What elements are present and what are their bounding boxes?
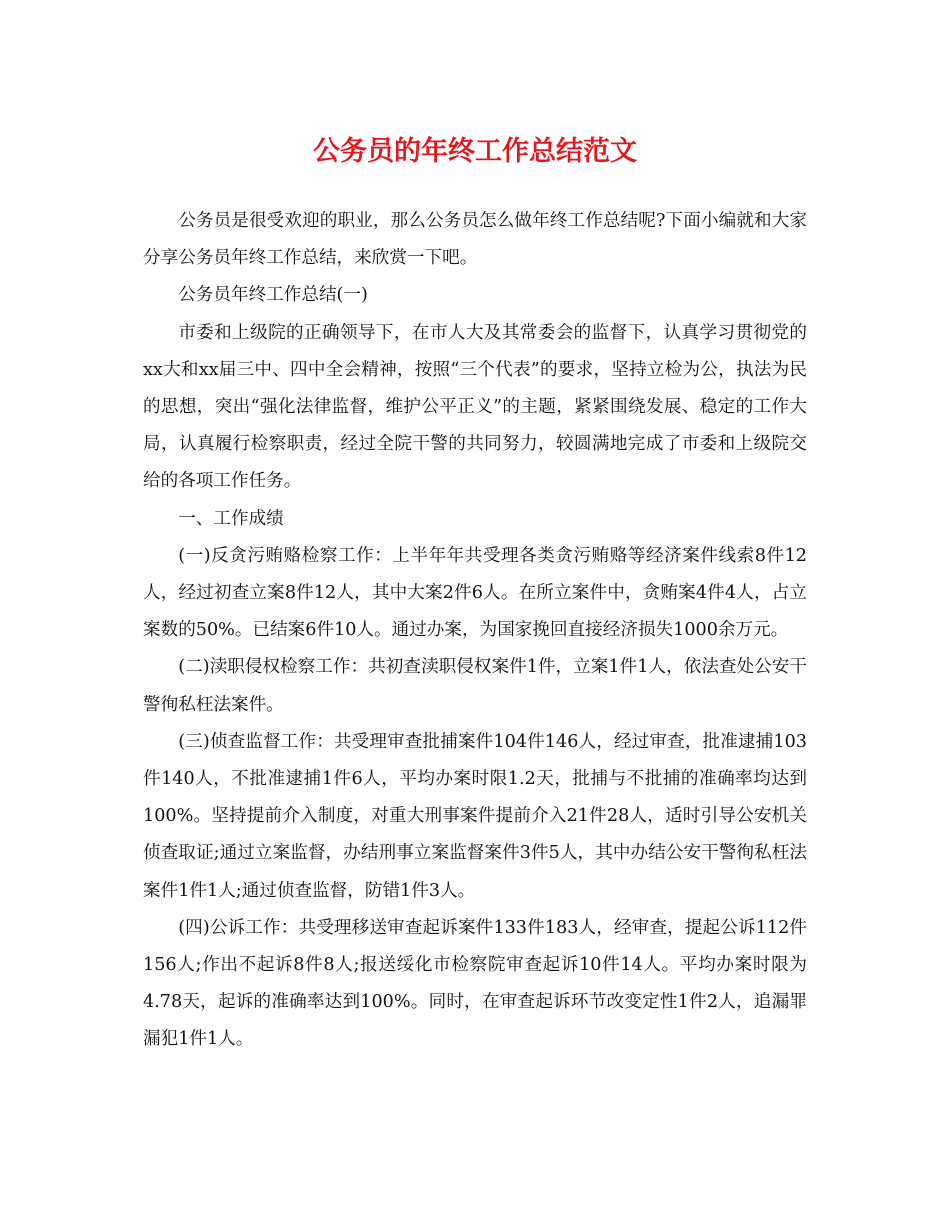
body-paragraph: (四)公诉工作：共受理移送审查起诉案件133件183人，经审查，提起公诉112件156人;作出不起诉8件8人;报送绥化市检察院审查起诉10件14人。平均办案时限为4.78天，起诉的准确率达到100%。同时，在审查起诉环节改变定性1件2人，追漏罪漏犯1件1人。 [143,917,807,1050]
body-paragraph: (一)反贪污贿赂检察工作：上半年年共受理各类贪污贿赂等经济案件线索8件12人，经过初查立案8件12人，其中大案2件6人。在所立案件中，贪贿案4件4人，占立案数的50%。已结案6件10人。通过办案，为国家挽回直接经济损失1000余万元。 [143,545,807,641]
subsection-heading: 一、工作成绩 [178,508,284,529]
body-paragraph: 市委和上级院的正确领导下，在市人大及其常委会的监督下，认真学习贯彻党的xx大和xx届三中、四中全会精神，按照“三个代表”的要求，坚持立检为公，执法为民的思想，突出“强化法律监督，维护公平正义”的主题，紧紧围绕发展、稳定的工作大局，认真履行检察职责，经过全院干警的共同努力，较圆满地完成了市委和上级院交给的各项工作任务。 [143,322,807,492]
body-paragraph: (二)渎职侵权检察工作：共初查渎职侵权案件1件，立案1件1人，依法查处公安干警徇私枉法案件。 [143,657,807,715]
intro-paragraph: 公务员是很受欢迎的职业，那么公务员怎么做年终工作总结呢?下面小编就和大家分享公务员年终工作总结，来欣赏一下吧。 [143,211,807,269]
document-body [143,203,807,1059]
section-heading: 公务员年终工作总结(一) [178,285,368,306]
body-paragraph: (三)侦查监督工作：共受理审查批捕案件104件146人，经过审查，批准逮捕103件140人，不批准逮捕1件6人，平均办案时限1.2天，批捕与不批捕的准确率均达到100%。坚持提前介入制度，对重大刑事案件提前介入21件28人，适时引导公安机关侦查取证;通过立案监督，办结刑事立案监督案件3件5人，其中办结公安干警徇私枉法案件1件1人;通过侦查监督，防错1件3人。 [143,731,807,901]
document-title: 公务员的年终工作总结范文 [313,136,637,167]
